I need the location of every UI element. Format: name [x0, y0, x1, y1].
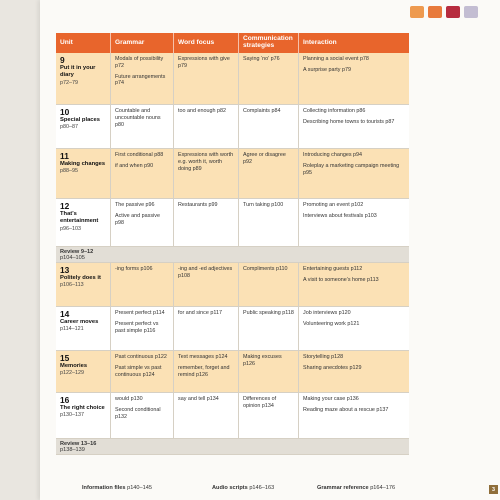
unit-row	[56, 105, 409, 149]
interaction-cell-item: Promoting an event p102	[303, 202, 364, 208]
grammar-cell-item: Past continuous p122	[115, 354, 167, 360]
unit-cell	[56, 351, 111, 392]
grammar-cell	[111, 307, 174, 350]
info-files-label: Information files	[82, 485, 126, 491]
interaction-cell-item: Storytelling p128	[303, 354, 344, 360]
interaction-cell-item: Interviews about festivals p103	[303, 212, 377, 219]
grammar-cell	[111, 351, 174, 392]
communication-cell-item: Agree or disagree p92	[243, 152, 286, 165]
word-focus-cell-item: Expressions with worth e.g. worth it, worth doing p89	[178, 152, 234, 172]
grammar-reference-label: Grammar reference	[317, 485, 369, 491]
grammar-cell-item: Second conditional p132	[115, 406, 161, 420]
word-focus-cell	[174, 263, 239, 306]
unit-cell	[56, 105, 111, 148]
unit-pages: p72–79	[60, 79, 78, 86]
unit-row	[56, 53, 409, 105]
word-focus-cell-item: Restaurants p99	[178, 202, 218, 208]
interaction-cell-item: A visit to someone’s home p113	[303, 276, 379, 283]
unit-pages: p96–103	[60, 225, 81, 232]
word-focus-cell-item: too and enough p82	[178, 108, 226, 114]
unit-cell	[56, 199, 111, 246]
word-focus-cell-item: Expressions with give p79	[178, 56, 230, 69]
unit-number: 10	[60, 107, 70, 117]
audio-scripts-pages: p146–163	[249, 485, 275, 491]
table-header	[56, 33, 409, 53]
interaction-cell	[299, 53, 409, 104]
interaction-cell	[299, 149, 409, 198]
info-files-pages: p140–145	[127, 485, 152, 491]
header-word-focus: Word focus	[174, 33, 239, 53]
word-focus-cell	[174, 149, 239, 198]
footer-audio	[212, 485, 274, 491]
page-number: 3	[489, 485, 498, 494]
unit-row	[56, 199, 409, 247]
unit-number: 11	[60, 151, 69, 161]
word-focus-cell-item: Text messages p124	[178, 354, 228, 360]
header-communication: Communication strategies	[239, 33, 299, 53]
header-interaction: Interaction	[303, 38, 337, 46]
unit-title: Memories	[60, 363, 88, 370]
unit-cell	[56, 149, 111, 198]
word-focus-cell-item: for and since p117	[178, 310, 222, 316]
interaction-cell-item: Introducing changes p94	[303, 152, 363, 158]
interaction-cell-item: A surprise party p79	[303, 66, 351, 73]
grammar-cell	[111, 149, 174, 198]
unit-title: Politely does it	[60, 275, 101, 282]
interaction-cell-item: Planning a social event p78	[303, 56, 369, 62]
unit-title: Special places	[60, 117, 100, 124]
unit-row	[56, 307, 409, 351]
grammar-cell-item: if and when p90	[115, 162, 154, 169]
communication-cell	[239, 263, 299, 306]
communication-cell	[239, 393, 299, 438]
unit-title: That's entertainment	[60, 211, 99, 225]
contents-table	[56, 53, 409, 455]
interaction-cell-item: Volunteering work p121	[303, 320, 360, 327]
unit-number: 13	[60, 265, 70, 275]
communication-cell-item: Differences of opinion p134	[243, 396, 277, 409]
unit-number: 9	[60, 55, 65, 65]
word-focus-cell	[174, 307, 239, 350]
word-focus-cell-item: say and tell p134	[178, 396, 219, 402]
swatch-1	[410, 6, 424, 18]
review-row	[56, 439, 409, 455]
interaction-cell-item: Describing home towns to tourists p87	[303, 118, 395, 125]
review-title: Review 13–16	[60, 440, 97, 447]
communication-cell-item: Saying ‘no’ p76	[243, 56, 280, 62]
grammar-cell-item: Modals of possibility p72	[115, 56, 164, 69]
grammar-reference-pages: p164–176	[370, 485, 396, 491]
word-focus-cell	[174, 351, 239, 392]
grammar-cell-item: Active and passive p98	[115, 212, 160, 226]
header-unit: Unit	[56, 33, 111, 53]
unit-pages: p80–87	[60, 124, 78, 131]
unit-pages: p106–113	[60, 282, 84, 289]
communication-cell	[239, 105, 299, 148]
grammar-cell-item: Present perfect vs past simple p116	[115, 320, 159, 334]
unit-number: 14	[60, 309, 70, 319]
interaction-cell	[299, 351, 409, 392]
communication-cell	[239, 53, 299, 104]
word-focus-cell-item: remember, forget and remind p126	[178, 364, 230, 378]
interaction-cell-item: Job interviews p120	[303, 310, 351, 316]
communication-cell-item: Public speaking p118	[243, 310, 294, 316]
interaction-cell	[299, 307, 409, 350]
review-title: Review 9–12	[60, 248, 94, 255]
review-row	[56, 247, 409, 263]
grammar-cell	[111, 393, 174, 438]
communication-cell	[239, 199, 299, 246]
communication-cell	[239, 149, 299, 198]
unit-cell	[56, 263, 111, 306]
grammar-cell	[111, 263, 174, 306]
communication-cell-item: Making excuses p126	[243, 354, 282, 367]
interaction-cell	[299, 199, 409, 246]
grammar-cell-item: -ing forms p106	[115, 266, 153, 272]
header-grammar: Grammar	[111, 33, 174, 53]
unit-row	[56, 263, 409, 307]
communication-cell-item: Turn taking p100	[243, 202, 284, 208]
grammar-cell-item: Countable and uncountable nouns p80	[115, 108, 161, 128]
interaction-cell-item: Sharing anecdotes p129	[303, 364, 362, 371]
unit-pages: p130–137	[60, 412, 84, 419]
unit-title: Making changes	[60, 161, 106, 168]
footer-info	[82, 485, 152, 491]
review-pages: p138–139	[60, 446, 85, 453]
unit-number: 12	[60, 201, 70, 211]
grammar-cell-item: would p130	[115, 396, 143, 402]
communication-cell-item: Compliments p110	[243, 266, 288, 272]
grammar-cell-item: Present perfect p114	[115, 310, 165, 316]
word-focus-cell	[174, 393, 239, 438]
unit-number: 16	[60, 395, 70, 405]
word-focus-cell	[174, 53, 239, 104]
communication-cell-item: Complaints p84	[243, 108, 281, 114]
interaction-cell-item: Reading maze about a rescue p137	[303, 406, 389, 413]
unit-row	[56, 393, 409, 439]
unit-pages: p122–129	[60, 370, 84, 377]
communication-cell	[239, 351, 299, 392]
unit-cell	[56, 307, 111, 350]
footer-grammar	[317, 485, 395, 491]
grammar-cell-item: Future arrangements p74	[115, 73, 166, 87]
unit-cell	[56, 393, 111, 438]
unit-title: The right choice	[60, 405, 105, 412]
interaction-cell	[299, 263, 409, 306]
audio-scripts-label: Audio scripts	[212, 485, 248, 491]
swatch-4	[464, 6, 478, 18]
interaction-cell-item: Roleplay a marketing campaign meeting p95	[303, 162, 400, 176]
unit-number: 15	[60, 353, 70, 363]
interaction-cell-item: Entertaining guests p112	[303, 266, 363, 272]
interaction-cell	[299, 393, 409, 438]
grammar-cell	[111, 53, 174, 104]
unit-row	[56, 351, 409, 393]
interaction-cell-item: Making your case p136	[303, 396, 359, 402]
unit-row	[56, 149, 409, 199]
unit-cell	[56, 53, 111, 104]
swatch-3	[446, 6, 460, 18]
unit-title: Put it in your diary	[60, 65, 96, 79]
word-focus-cell	[174, 105, 239, 148]
word-focus-cell	[174, 199, 239, 246]
communication-cell	[239, 307, 299, 350]
unit-pages: p114–121	[60, 326, 84, 333]
grammar-cell	[111, 105, 174, 148]
color-swatches	[410, 6, 478, 18]
grammar-cell-item: Past simple vs past continuous p124	[115, 364, 162, 378]
word-focus-cell-item: -ing and -ed adjectives p108	[178, 266, 233, 279]
interaction-cell-item: Collecting information p86	[303, 108, 366, 114]
review-pages: p104–105	[60, 254, 85, 261]
grammar-cell-item: First conditional p88	[115, 152, 164, 158]
grammar-cell	[111, 199, 174, 246]
unit-title: Career moves	[60, 319, 99, 326]
unit-pages: p88–95	[60, 168, 78, 175]
grammar-cell-item: The passive p96	[115, 202, 155, 208]
swatch-2	[428, 6, 442, 18]
interaction-cell	[299, 105, 409, 148]
